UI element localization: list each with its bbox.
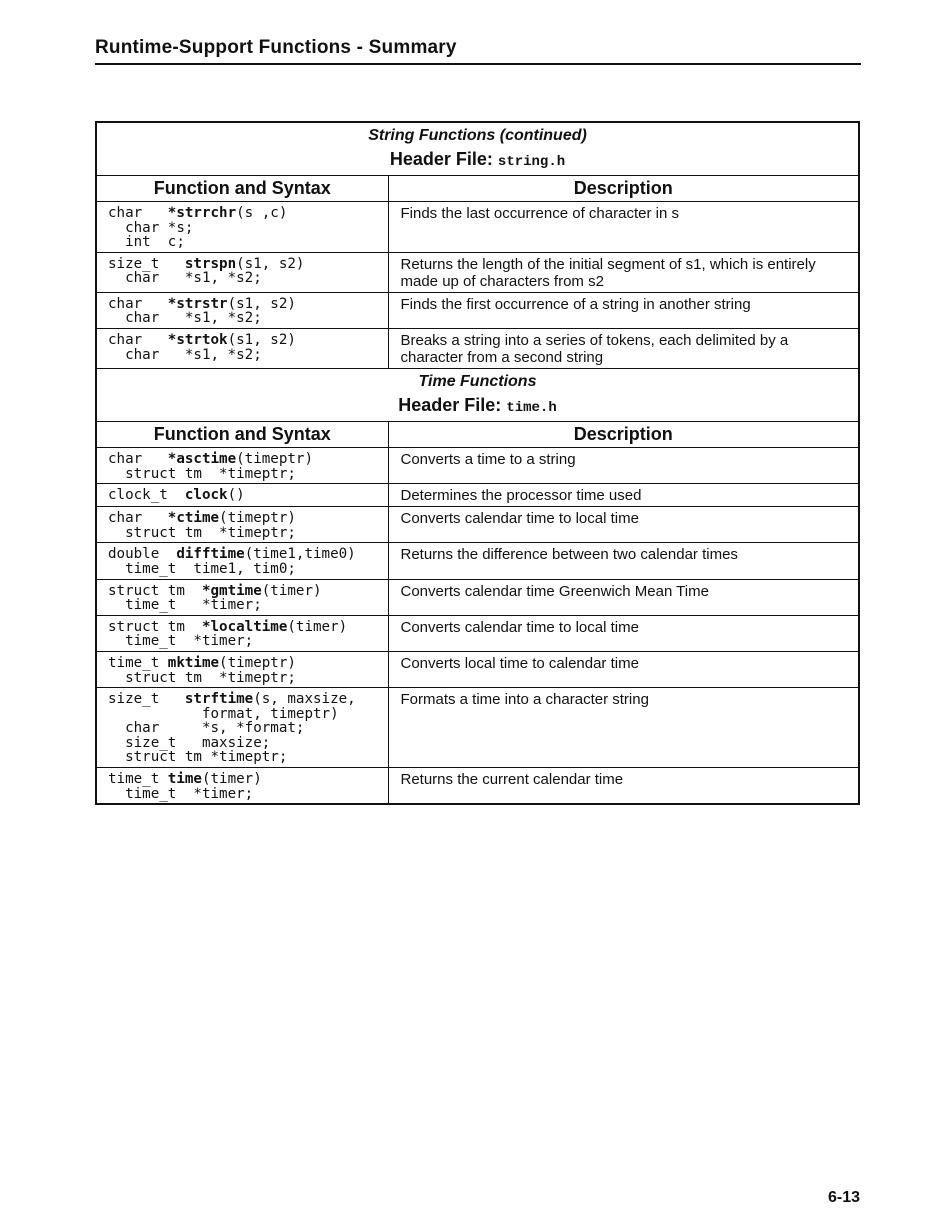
description-cell xyxy=(388,328,859,368)
description-text: Converts calendar time to local time xyxy=(400,618,639,636)
function-name: strspn xyxy=(184,255,237,272)
header-file-line xyxy=(97,393,858,420)
function-syntax-cell xyxy=(96,484,388,507)
parameter-declarations: time_t *timer; xyxy=(108,597,262,614)
function-syntax-cell xyxy=(96,292,388,328)
function-syntax-cell xyxy=(96,202,388,253)
header-file-line xyxy=(97,147,858,174)
section-title-cell xyxy=(96,122,859,176)
return-type: time_t xyxy=(108,654,168,671)
parameter-declarations: char *s1, *s2; xyxy=(108,346,262,363)
column-header-description: Description xyxy=(388,421,859,447)
return-type: char xyxy=(108,450,168,467)
parameter-declarations: time_t time1, tim0; xyxy=(108,560,296,577)
function-syntax-cell xyxy=(96,688,388,768)
function-args: (timeptr) xyxy=(219,654,296,671)
description-cell xyxy=(388,202,859,253)
table-row xyxy=(96,484,859,507)
section-title: Time Functions xyxy=(418,372,537,390)
time-section-header xyxy=(96,368,859,421)
column-header-description: Description xyxy=(388,176,859,202)
time-column-headers xyxy=(96,421,859,447)
table-row xyxy=(96,447,859,483)
function-syntax-cell xyxy=(96,507,388,543)
table-row xyxy=(96,615,859,651)
description-text: Finds the first occurrence of a string in another string xyxy=(400,295,751,313)
header-file-name: string.h xyxy=(497,154,566,170)
function-args: (timeptr) xyxy=(219,510,296,527)
function-name: *strstr xyxy=(167,295,228,312)
table-row xyxy=(96,688,859,768)
description-cell xyxy=(388,292,859,328)
return-type: char xyxy=(108,295,168,312)
table-row xyxy=(96,292,859,328)
table-row xyxy=(96,328,859,368)
description-cell xyxy=(388,543,859,579)
description-cell xyxy=(388,507,859,543)
time-section-body xyxy=(96,368,859,804)
return-type: time_t xyxy=(108,771,168,788)
description-cell xyxy=(388,579,859,615)
description-text: Breaks a string into a series of tokens, each delimited by a character from a second string xyxy=(400,331,789,366)
function-syntax-cell xyxy=(96,543,388,579)
function-syntax-cell xyxy=(96,651,388,687)
function-syntax-cell xyxy=(96,447,388,483)
return-type: clock_t xyxy=(108,487,185,504)
description-text: Converts local time to calendar time xyxy=(400,654,639,672)
column-header-function: Function and Syntax xyxy=(96,421,388,447)
description-text: Returns the difference between two calendar times xyxy=(400,546,738,564)
return-type: char xyxy=(108,510,168,527)
function-args: (s, maxsize, xyxy=(253,691,356,708)
description-text: Formats a time into a character string xyxy=(400,691,649,709)
return-type: struct tm xyxy=(108,618,202,635)
function-syntax-cell xyxy=(96,252,388,292)
parameter-declarations: time_t *timer; xyxy=(108,785,254,802)
parameter-declarations: time_t *timer; xyxy=(108,633,254,650)
function-args: (timer) xyxy=(287,618,348,635)
parameter-declarations: struct tm *timeptr; xyxy=(108,524,296,541)
function-args: (timer) xyxy=(201,771,262,788)
function-name: *strtok xyxy=(167,331,228,348)
function-name: *gmtime xyxy=(201,582,262,599)
return-type: struct tm xyxy=(108,582,202,599)
parameter-declarations: struct tm *timeptr; xyxy=(108,669,296,686)
description-text: Returns the current calendar time xyxy=(400,771,624,789)
function-name: *localtime xyxy=(201,618,288,635)
description-cell xyxy=(388,484,859,507)
function-name: time xyxy=(167,771,202,788)
string-section-header xyxy=(96,122,859,176)
description-text: Converts a time to a string xyxy=(400,450,576,468)
string-section-body xyxy=(96,202,859,369)
table-row xyxy=(96,507,859,543)
table-row xyxy=(96,252,859,292)
function-args: (time1,time0) xyxy=(244,546,356,563)
description-cell xyxy=(388,252,859,292)
description-cell xyxy=(388,688,859,768)
header-file-label: Header File: xyxy=(398,394,502,415)
parameter-declarations: char *s; int c; xyxy=(125,219,194,251)
function-args: (timeptr) xyxy=(236,450,314,467)
description-cell xyxy=(388,447,859,483)
function-name: *asctime xyxy=(167,450,237,467)
page-header: Runtime-Support Functions - Summary xyxy=(95,37,861,65)
description-cell xyxy=(388,651,859,687)
return-type: size_t xyxy=(108,255,185,272)
return-type: char xyxy=(108,331,168,348)
function-name: *ctime xyxy=(167,510,220,527)
functions-table xyxy=(95,121,860,805)
section-title: String Functions (continued) xyxy=(368,127,587,144)
parameter-declarations: format, timeptr) char *s, *format; size_t maxsize; struct tm *timeptr; xyxy=(125,705,339,766)
function-args: (s1, s2) xyxy=(227,331,296,348)
function-args: () xyxy=(227,487,245,504)
table-row xyxy=(96,202,859,253)
table-row xyxy=(96,768,859,805)
function-args: (s1, s2) xyxy=(227,295,296,312)
function-syntax-cell xyxy=(96,768,388,805)
parameter-declarations: char *s1, *s2; xyxy=(108,310,262,327)
return-type: size_t xyxy=(108,691,185,708)
description-text: Determines the processor time used xyxy=(400,487,642,505)
function-name: difftime xyxy=(176,546,245,563)
function-name: strftime xyxy=(184,691,254,708)
function-args: (s ,c) xyxy=(236,205,288,221)
table-row xyxy=(96,651,859,687)
header-file-label: Header File: xyxy=(389,149,493,169)
section-title-cell xyxy=(96,368,859,421)
function-name: *strrchr xyxy=(167,205,237,221)
return-type: double xyxy=(108,546,177,563)
header-file-name: time.h xyxy=(506,399,557,416)
table-body xyxy=(96,122,859,202)
description-text: Converts calendar time to local time xyxy=(400,510,639,528)
function-syntax-cell xyxy=(96,615,388,651)
page-number: 6-13 xyxy=(827,1189,860,1206)
function-name: mktime xyxy=(167,654,220,671)
description-cell xyxy=(388,768,859,805)
table-row xyxy=(96,543,859,579)
description-text: Finds the last occurrence of character in s xyxy=(400,205,679,222)
column-header-function: Function and Syntax xyxy=(96,176,388,202)
function-name: clock xyxy=(184,487,228,504)
function-syntax-cell xyxy=(96,328,388,368)
description-cell xyxy=(388,615,859,651)
parameter-declarations: struct tm *timeptr; xyxy=(108,465,296,482)
table-row xyxy=(96,579,859,615)
string-column-headers xyxy=(96,176,859,202)
parameter-declarations: char *s1, *s2; xyxy=(108,270,262,287)
function-args: (s1, s2) xyxy=(236,255,305,272)
description-text: Converts calendar time Greenwich Mean Time xyxy=(400,582,709,600)
return-type: char xyxy=(108,205,168,221)
description-text: Returns the length of the initial segment of s1, which is entirely made up of characters from s2 xyxy=(400,255,816,290)
function-args: (timer) xyxy=(261,582,322,599)
function-syntax-cell xyxy=(96,579,388,615)
